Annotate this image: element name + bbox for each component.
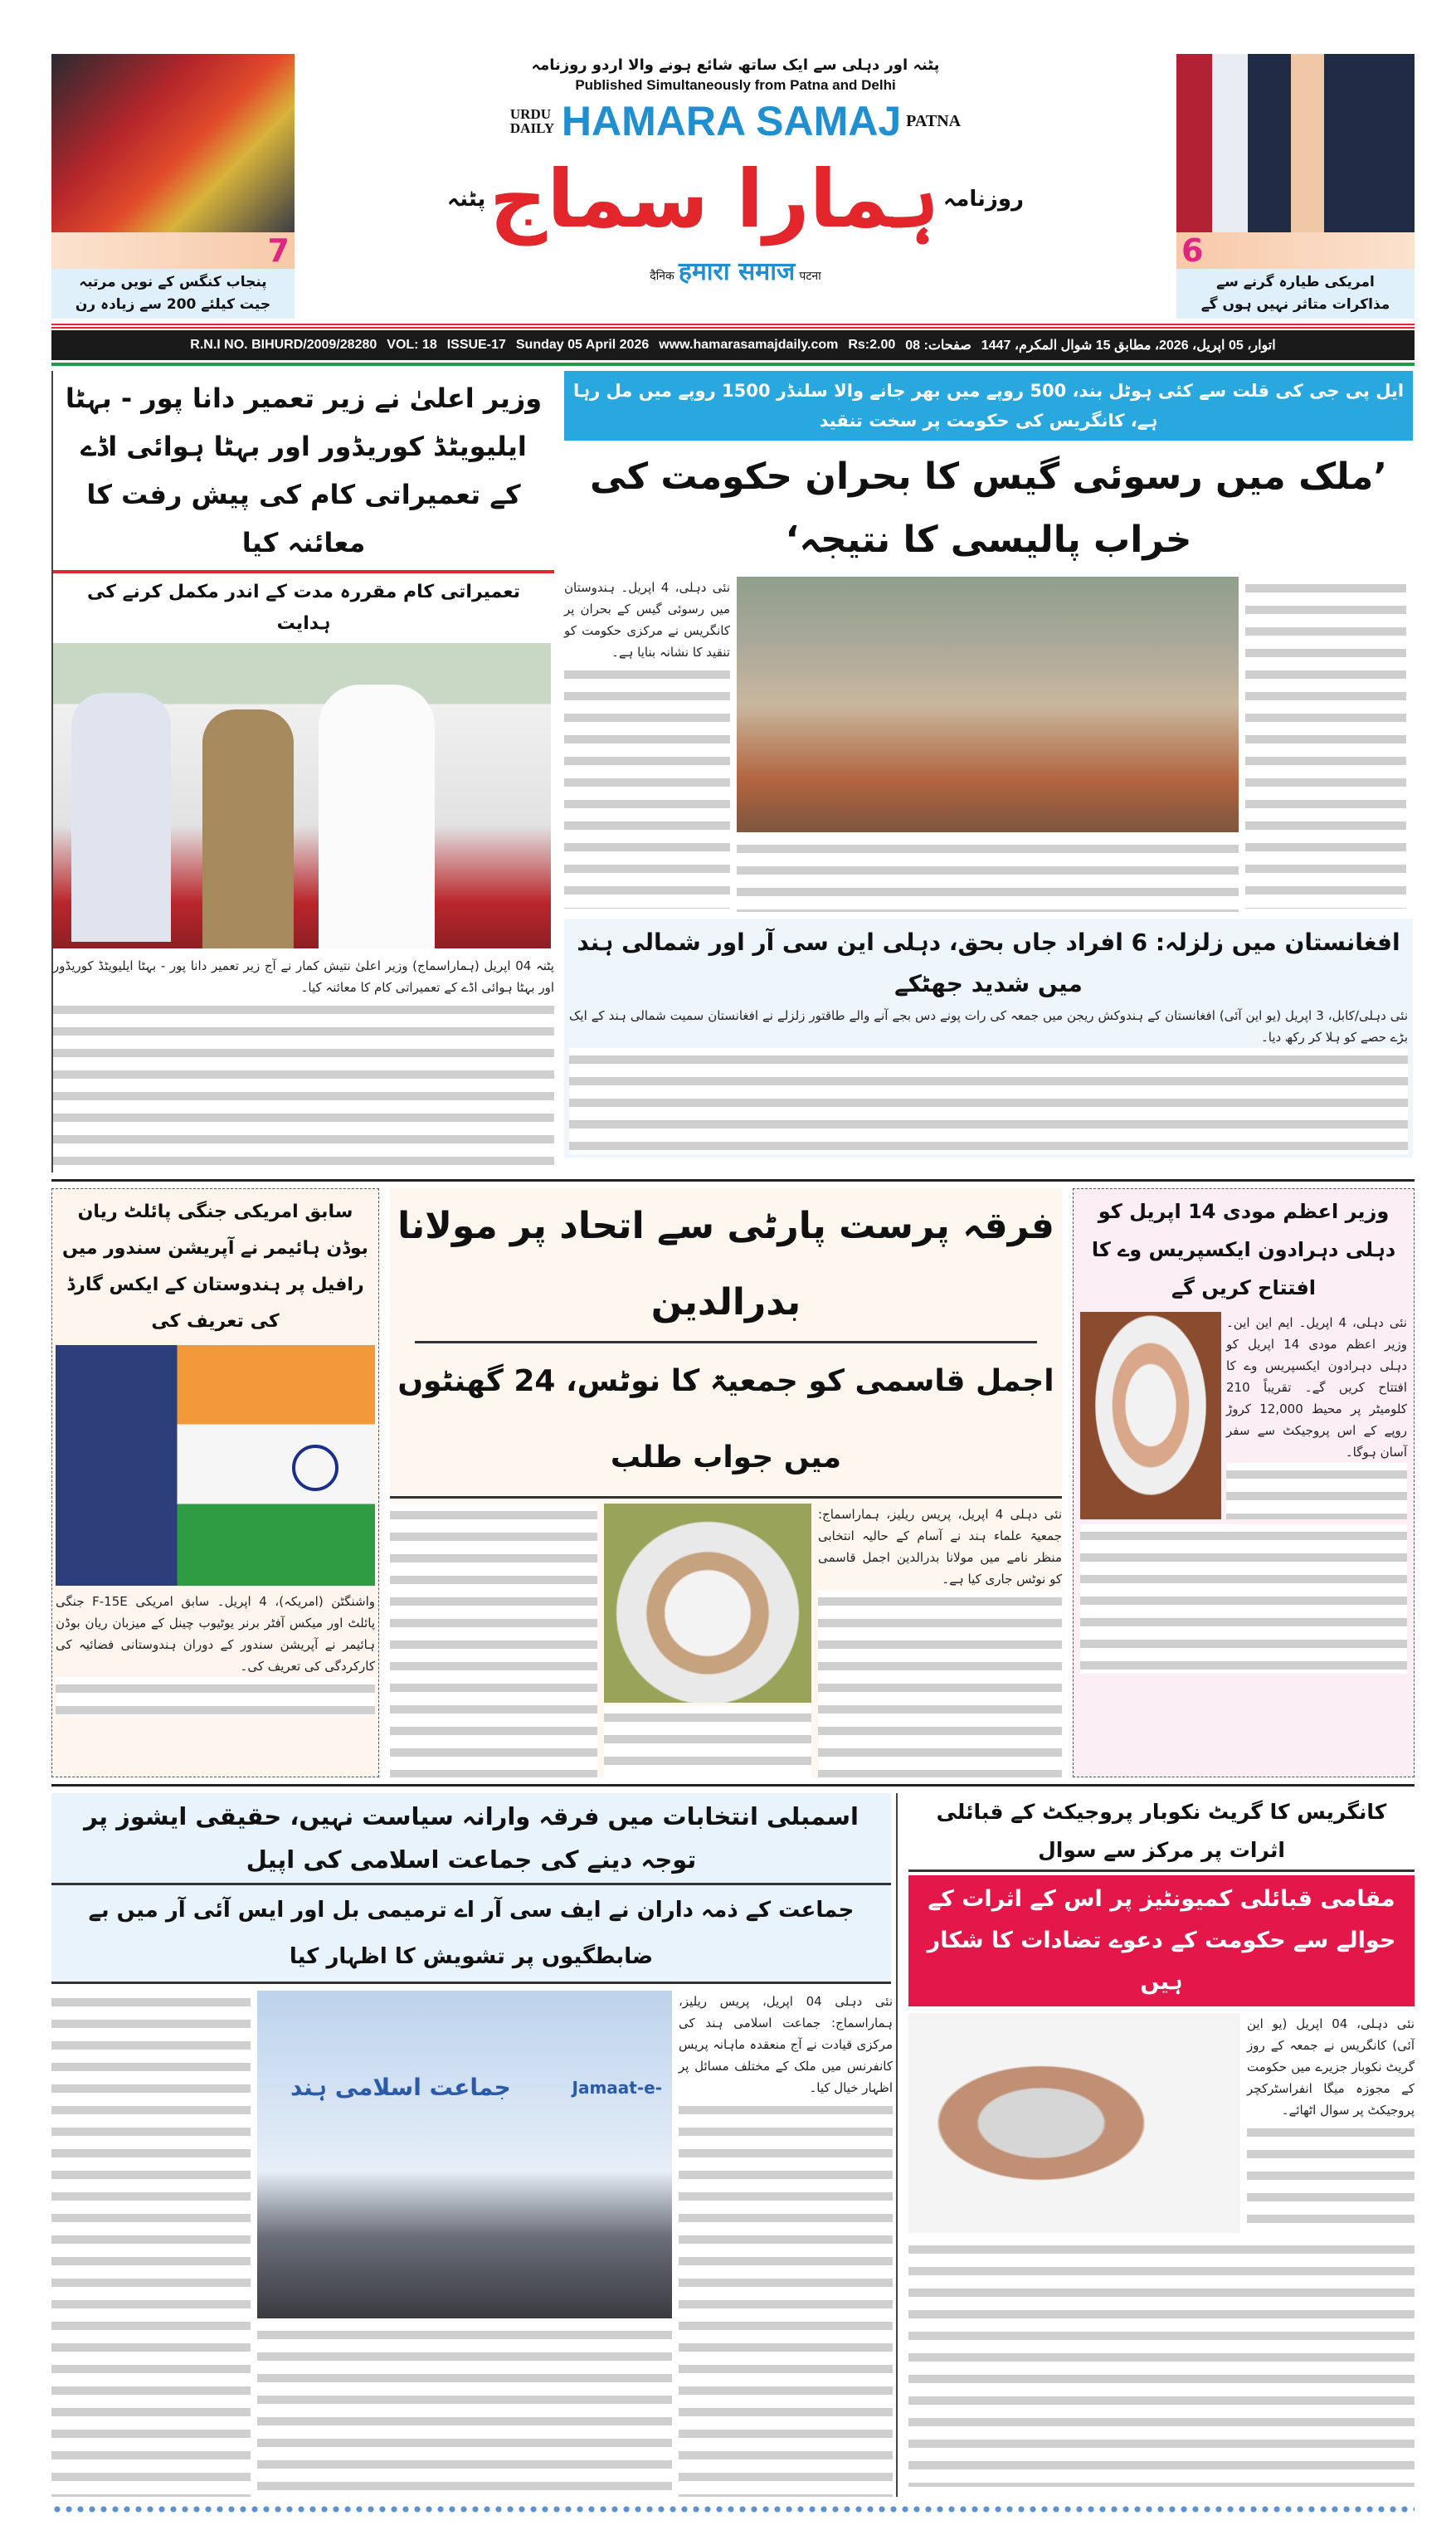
headline: افغانستان میں زلزلہ: 6 افراد جاں بحق، دہلی این سی آر اور شمالی ہند میں شدید جھٹکے — [577, 929, 1400, 997]
story-body: پٹنہ 04 اپریل (ہماراسماج) وزیر اعلیٰ نتیش کمار نے آج زیر تعمیر دانا پور - بہٹا ایلیویٹڈ کوریڈور اور بہٹا ہوائی اڈے کے تعمیراتی کام کا معائنہ کیا۔ — [53, 955, 554, 1172]
dainik: दैनिक — [650, 270, 674, 283]
story-jamaat[interactable] — [51, 1793, 898, 2497]
title-urdu-logo: ہمارا سماج — [489, 153, 940, 246]
headline: ’ملک میں رسوئی گیس کا بحران حکومت کی خراب پالیسی کا نتیجہ‘ — [589, 456, 1388, 561]
us-india-flags-photo — [56, 1345, 375, 1586]
page-ref-bar — [51, 232, 295, 269]
story-body: نئی دہلی، 4 اپریل۔ ہندوستان میں رسوئی گیس کے بحران پر کانگریس نے مرکزی حکومت کو تنقید کا نشانہ بنایا ہے۔ — [564, 577, 730, 909]
subhead: تعمیراتی کام مقررہ مدت کے اندر مکمل کرنے کی ہدایت — [86, 582, 521, 634]
volume: VOL: 18 — [387, 338, 437, 352]
hijri-date: اتوار، 05 اپریل، 2026، مطابق 15 شوال المکرم، 1447 — [981, 339, 1276, 353]
story-modi[interactable] — [1073, 1188, 1415, 1777]
banner-text-en: Jamaat-e- — [572, 2077, 662, 2098]
headline: فرقہ پرست پارٹی سے اتحاد پر مولانا بدرالدین — [397, 1205, 1054, 1323]
headline: وزیر اعلیٰ نے زیر تعمیر دانا پور - بہٹا ایلیویٹڈ کوریڈور اور بہٹا ہوائی اڈے کے تعمیراتی کام کی پیش رفت کا معائنہ کیا — [65, 383, 543, 558]
cricket-photo — [51, 54, 295, 232]
patna-urdu: پٹنہ — [447, 187, 486, 212]
page-number: 7 — [267, 232, 290, 269]
teaser-sports[interactable] — [51, 54, 295, 319]
story-badruddin[interactable] — [390, 1188, 1062, 1777]
urdu-daily-label: URDU DAILY — [509, 106, 555, 136]
teaser-caption: امریکی طیارہ گرنے سے مذاکرات متاثر نہیں ہوں گے — [1176, 269, 1415, 319]
masthead — [431, 54, 1040, 287]
press-conference-photo — [257, 1991, 672, 2318]
page-ref-bar — [1176, 232, 1415, 269]
headline: سابق امریکی جنگی پائلٹ ریان بوڈن ہائیمر نے آپریشن سندور میں رافیل پر ہندوستان کے ایکس گارڈ کی تعریف کی — [62, 1202, 368, 1332]
issue: ISSUE-17 — [446, 338, 506, 352]
top-rule — [51, 324, 1415, 329]
info-bar — [51, 330, 1415, 360]
strap-headline: ایل پی جی کی قلت سے کئی ہوٹل بند، 500 روپے میں بھر جانے والا سلنڈر 1500 روپے میں مل رہا ہے، کانگریس کی حکومت پر سخت تنقید — [564, 371, 1413, 441]
subhead: جماعت کے ذمہ داران نے ایف سی آر اے ترمیمی بل اور ایس آئی آر میں بے ضابطگیوں پر تشویش کا اظہار کیا — [51, 1885, 891, 1982]
teaser-world[interactable] — [1176, 54, 1415, 319]
headline: اسمبلی انتخابات میں فرقہ وارانہ سیاست نہیں، حقیقی ایشوز پر توجہ دینے کی جماعت اسلامی کی اپیل — [51, 1793, 891, 1883]
title-en: HAMARA SAMAJ — [561, 98, 902, 144]
story-nicobar[interactable] — [908, 1793, 1415, 2487]
story-body-cont — [908, 2238, 1415, 2487]
story-body: نئی دہلی 04 اپریل، پریس ریلیز، ہماراسماج: جماعت اسلامی ہند کی مرکزی قیادت نے آج منعقدہ ماہانہ پریس کانفرنس میں ملک کے مختلف مسائل پر اظہار خیال کیا۔ — [679, 1991, 893, 2497]
story-body-cont — [257, 2323, 672, 2496]
pages: 08 :صفحات — [905, 339, 971, 353]
tagline-urdu: پٹنہ اور دہلی سے ایک ساتھ شائع ہونے والا اردو روزنامہ — [531, 56, 940, 74]
date: Sunday 05 April 2026 — [515, 338, 650, 352]
footer-decoration — [51, 2505, 1415, 2513]
story-body: نئی دہلی، 04 اپریل (یو این آئی) کانگریس نے جمعہ کے روز گریٹ نکوبار جزیرے میں حکومت کے مجوزہ میگا انفراسٹرکچر پروجیکٹ پر سوال اٹھائے۔ — [1247, 2013, 1415, 2233]
maulana-photo — [604, 1504, 811, 1703]
banner-text: جماعت اسلامی ہند — [290, 2074, 511, 2101]
price: Rs:2.00 — [848, 338, 896, 352]
story-body — [51, 1991, 251, 2497]
story-gas[interactable] — [564, 371, 1413, 912]
headline: وزیر اعظم مودی 14 اپریل کو دہلی دہرادون ایکسپریس وے کا افتتاح کریں گے — [1091, 1200, 1396, 1299]
row-top-stories — [51, 371, 1415, 1172]
headline: کانگریس کا گریٹ نکوبار پروجیکٹ کے قبائلی اثرات پر مرکز سے سوال — [936, 1800, 1387, 1862]
green-rule — [51, 363, 1415, 366]
patna-hindi: पटना — [799, 270, 821, 283]
story-body-cont — [604, 1706, 811, 1777]
story-body: نئی دہلی 4 اپریل، پریس ریلیز، ہماراسماج: جمعیۃ علماء ہند نے آسام کے حالیہ انتخابی منظر نامے میں مولانا بدرالدین اجمل قاسمی کو نوٹس جاری کیا ہے۔ — [818, 1504, 1062, 1777]
story-body: نئی دہلی، 4 اپریل۔ ایم این این۔ وزیر اعظم مودی 14 اپریل کو دہلی دہرادون ایکسپریس وے کا افتتاح کریں گے۔ تقریباً 210 کلومیٹر پر محیط 12,000 کروڑ روپے کے اس پروجیکٹ سے سفر آسان ہوگا۔ — [1226, 1312, 1407, 1519]
cm-inspection-photo — [53, 643, 551, 948]
story-body: نئی دہلی/کابل، 3 اپریل (یو این آئی) افغانستان کے ہندوکش ریجن میں جمعہ کی رات پونے دس بجے آنے والے طاقتور زلزلے نے افغانستان سمیت شمالی ہند کے ایک بڑے حصے کو ہلا کر رکھ دیا۔ — [569, 1005, 1408, 1154]
subhead: اجمل قاسمی کو جمعیۃ کا نوٹس، 24 گھنٹوں میں جواب طلب — [397, 1364, 1054, 1475]
story-quake[interactable] — [564, 919, 1413, 1158]
city-en: PATNA — [906, 111, 962, 130]
rni-number: R.N.I NO. BIHURD/2009/28280 — [190, 338, 377, 352]
jairam-ramesh-photo — [908, 2013, 1240, 2233]
website-link[interactable]: www.hamarasamajdaily.com — [659, 338, 839, 352]
row-middle-stories — [51, 1188, 1415, 1777]
trump-photo — [1176, 54, 1415, 232]
story-body — [390, 1504, 597, 1777]
page-number: 6 — [1181, 232, 1204, 269]
story-body-side — [1245, 577, 1406, 909]
subhead: مقامی قبائلی کمیونٹیز پر اس کے اثرات کے حوالے سے حکومت کے دعوے تضادات کا شکار ہیں — [908, 1875, 1415, 2006]
story-body-cont — [1080, 1524, 1407, 1674]
story-body: واشنگٹن (امریکہ)، 4 اپریل۔ سابق امریکی F-15E جنگی پائلٹ اور میکس آفٹر برنر یوٹیوب چینل کے میزبان ریان بوڈن ہائیمر نے آپریشن سندور کے دوران ہندوستانی فضائیہ کی کارکردگی کی تعریف کی۔ — [56, 1591, 375, 1715]
tagline-en: Published Simultaneously from Patna and Delhi — [575, 77, 896, 93]
header-row — [51, 54, 1415, 319]
story-cm[interactable] — [51, 371, 554, 1172]
teaser-caption: پنجاب کنگس کے نویں مرتبہ جیت کیلئے 200 سے زیادہ رن — [51, 269, 295, 319]
story-pilot[interactable] — [51, 1188, 379, 1777]
roznama: روزنامہ — [943, 187, 1024, 212]
modi-photo — [1080, 1312, 1221, 1519]
story-body-cont — [737, 837, 1239, 912]
title-hindi: हमारा समाज — [678, 257, 796, 286]
row-bottom-stories — [51, 1793, 1415, 2497]
gas-queue-photo — [737, 577, 1239, 832]
